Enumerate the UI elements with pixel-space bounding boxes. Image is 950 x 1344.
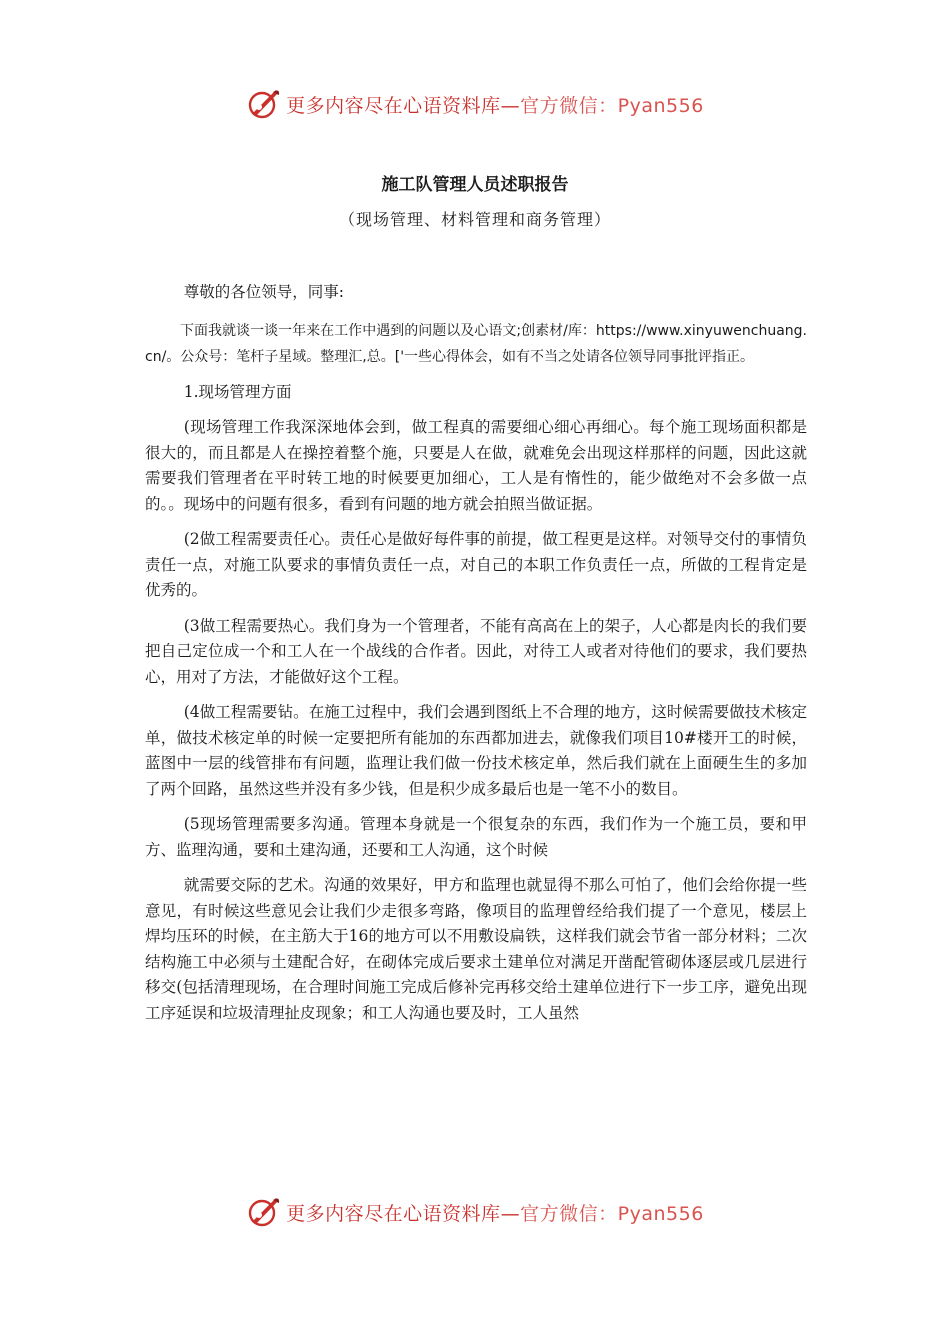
body-paragraph: (4做工程需要钻。在施工过程中，我们会遇到图纸上不合理的地方，这时候需要做技术核定单，做技术核定单的时候一定要把所有能加的东西都加进去，就像我们项目10#楼开工的时候，蓝图中一层的线管排布有问题，监理让我们做一份技术核定单，然后我们就在上面硬生生的多加了两个回路，虽然这些并没有多少钱，但是积少成多最后也是一笔不小的数目。 bbox=[145, 703, 807, 798]
body-paragraph: 就需要交际的艺术。沟通的效果好，甲方和监理也就显得不那么可怕了，他们会给你提一些意见，有时候这些意见会让我们少走很多弯路，像项目的监理曾经给我们提了一个意见，楼层上焊均压环的时候，在主筋大于16的地方可以不用敷设扁铁，这样我们就会节省一部分材料；二次结构施工中必须与土建配合好，在砌体完成后要求土建单位对满足开凿配管砌体逐层或几层进行移交(包括清理现场，在合理时间施工完成后修补完再移交给土建单位进行下一步工序，避免出现工序延误和垃圾清理扯皮现象；和工人沟通也要及时，工人虽然 bbox=[145, 876, 807, 1022]
intro-paragraph: 下面我就谈一谈一年来在工作中遇到的问题以及心语文;创素材/库：https://www.xinyuwenchuang.cn/。公众号：笔杆子星域。整理汇,总。['一些心得体会，如有不当之处请各位领导同事批评指正。 bbox=[145, 322, 807, 365]
banner-site-text: 更多内容尽在心语资料库— bbox=[286, 94, 521, 117]
quill-logo-icon bbox=[246, 86, 282, 122]
body-paragraph: (5现场管理需要多沟通。管理本身就是一个很复杂的东西，我们作为一个施工员，要和甲方、监理沟通，要和土建沟通，还要和工人沟通，这个时候 bbox=[145, 815, 807, 859]
banner-text bbox=[286, 91, 704, 118]
banner-wechat-text: 官方微信：Pyan556 bbox=[520, 1202, 704, 1225]
body-paragraph: (现场管理工作我深深地体会到，做工程真的需要细心细心再细心。每个施工现场面积都是很大的，而且都是人在操控着整个施，只要是人在做，就难免会出现这样那样的问题，因此这就需要我们管理者在平时转工地的时候要更加细心，工人是有惰性的，能少做绝对不会多做一点的。。现场中的问题有很多，看到有问题的地方就会拍照当做证据。 bbox=[145, 418, 807, 513]
banner-wechat-text: 官方微信：Pyan556 bbox=[520, 94, 704, 117]
footer-banner bbox=[0, 1192, 950, 1232]
banner-text bbox=[286, 1199, 704, 1226]
header-banner bbox=[0, 84, 950, 124]
body-paragraph: (3做工程需要热心。我们身为一个管理者，不能有高高在上的架子，人心都是肉长的我们要把自己定位成一个和工人在一个战线的合作者。因此，对待工人或者对待他们的要求，我们要热心，用对了方法，才能做好这个工程。 bbox=[145, 616, 807, 686]
document-title: 施工队管理人员述职报告 bbox=[381, 175, 569, 195]
greeting-paragraph: 尊敬的各位领导，同事: bbox=[183, 283, 344, 301]
document-body bbox=[145, 280, 807, 1036]
section-heading: 1.现场管理方面 bbox=[183, 382, 292, 401]
document-subtitle: （现场管理、材料管理和商务管理） bbox=[338, 210, 611, 229]
banner-site-text: 更多内容尽在心语资料库— bbox=[286, 1202, 521, 1225]
body-paragraph: (2做工程需要责任心。责任心是做好每件事的前提，做工程更是这样。对领导交付的事情负责任一点，对施工队要求的事情负责任一点，对自己的本职工作负责任一点，所做的工程肯定是优秀的。 bbox=[145, 530, 807, 599]
quill-logo-icon bbox=[246, 1194, 282, 1230]
